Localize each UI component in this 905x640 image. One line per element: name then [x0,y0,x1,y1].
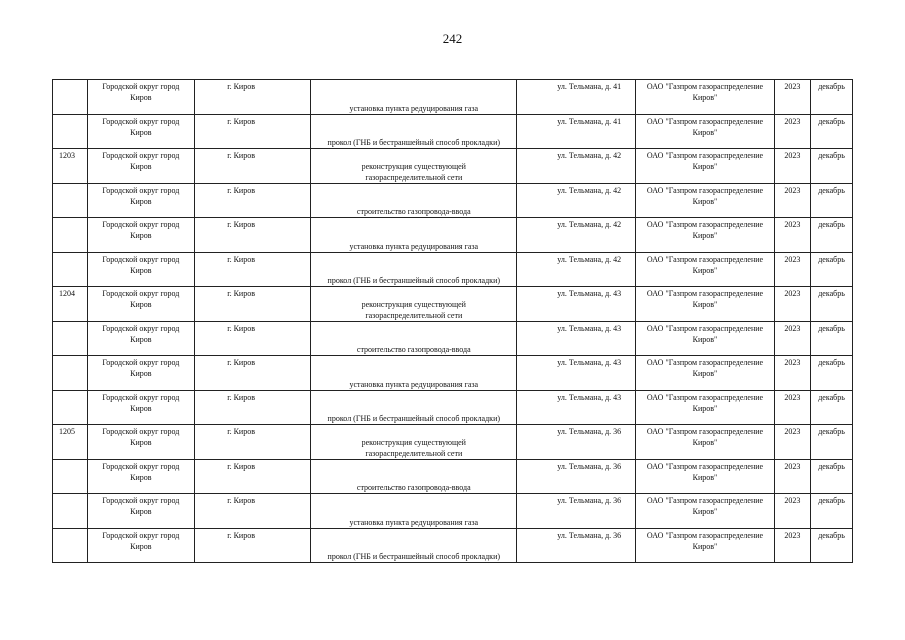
municipality-line-1: Городской округ город [102,427,180,436]
page-number: 242 [442,31,463,46]
table-row [53,528,853,563]
municipality-line-2: Киров [130,334,152,344]
organization-line-1: ОАО "Газпром газораспределение [646,392,764,402]
address-cell: ул. Тельмана, д. 36 [517,425,636,460]
row-number-cell: 1205 [53,425,88,460]
organization-cell [636,494,774,529]
organization-line-1: ОАО "Газпром газораспределение [646,530,764,540]
row-number-cell: 1204 [53,287,88,322]
work-type-cell [311,528,517,563]
work-type-line-1: реконструкция существующей [361,299,466,309]
municipality-cell [87,390,195,425]
row-number-cell: 1203 [53,149,88,184]
organization-line-2: Киров" [692,472,718,482]
municipality-line-1: Городской округ город [102,496,180,505]
month-cell: декабрь [811,321,853,356]
address-cell: ул. Тельмана, д. 42 [517,252,636,287]
settlement-cell: г. Киров [195,80,311,115]
organization-line-2: Киров" [692,507,718,516]
municipality-line-1: Городской округ город [102,461,180,471]
municipality-line-2: Киров [130,507,152,516]
work-type-line-2: газораспределительной сети [365,448,463,458]
organization-cell [636,356,774,391]
municipality-cell [87,528,195,563]
settlement-cell: г. Киров [195,459,311,494]
table-row [53,459,853,494]
organization-line-1: ОАО "Газпром газораспределение [646,151,764,160]
work-type-cell [311,390,517,425]
municipality-line-2: Киров [130,438,152,447]
table-row [53,149,853,184]
table-row [53,80,853,115]
organization-line-2: Киров" [692,541,718,551]
organization-line-2: Киров" [692,93,718,102]
municipality-line-1: Городской округ город [102,392,180,402]
row-number-cell [53,356,88,391]
work-type-line-1: строительство газопровода-ввода [356,345,471,354]
settlement-cell: г. Киров [195,425,311,460]
organization-cell [636,287,774,322]
settlement-cell: г. Киров [195,528,311,563]
year-cell: 2023 [774,183,811,218]
work-type-line-1: установка пункта редуцирования газа [349,241,479,251]
settlement-cell: г. Киров [195,149,311,184]
municipality-line-2: Киров [130,472,152,482]
municipality-cell [87,252,195,287]
work-type-cell [311,321,517,356]
table-row [53,356,853,391]
municipality-line-2: Киров [130,162,152,171]
municipality-line-1: Городской округ город [102,151,180,160]
settlement-cell: г. Киров [195,287,311,322]
organization-line-1: ОАО "Газпром газораспределение [646,254,764,264]
month-cell: декабрь [811,252,853,287]
organization-line-1: ОАО "Газпром газораспределение [646,116,764,126]
address-cell: ул. Тельмана, д. 43 [517,287,636,322]
address-cell: ул. Тельмана, д. 41 [517,114,636,149]
municipality-line-2: Киров [130,403,152,413]
year-cell: 2023 [774,218,811,253]
row-number-cell [53,494,88,529]
row-number-cell [53,252,88,287]
address-cell: ул. Тельмана, д. 41 [517,80,636,115]
municipality-line-2: Киров [130,265,152,275]
organization-line-2: Киров" [692,300,718,309]
work-type-line-1: установка пункта редуцирования газа [349,379,479,389]
row-number-cell [53,183,88,218]
work-type-line-1: прокол (ГНБ и бестраншейный способ прокладки) [327,276,501,285]
month-cell: декабрь [811,459,853,494]
organization-line-1: ОАО "Газпром газораспределение [646,220,764,229]
municipality-line-1: Городской округ город [102,530,180,540]
organization-line-1: ОАО "Газпром газораспределение [646,185,764,195]
work-type-cell [311,494,517,529]
municipality-line-2: Киров [130,541,152,551]
organization-line-1: ОАО "Газпром газораспределение [646,427,764,436]
row-number-cell [53,114,88,149]
month-cell: декабрь [811,80,853,115]
year-cell: 2023 [774,459,811,494]
settlement-cell: г. Киров [195,390,311,425]
organization-cell [636,252,774,287]
year-cell: 2023 [774,425,811,460]
organization-cell [636,218,774,253]
settlement-cell: г. Киров [195,321,311,356]
settlement-cell: г. Киров [195,356,311,391]
row-number-cell [53,218,88,253]
municipality-cell [87,114,195,149]
organization-line-1: ОАО "Газпром газораспределение [646,289,764,298]
work-type-line-1: реконструкция существующей [361,437,466,447]
work-type-line-1: прокол (ГНБ и бестраншейный способ прокладки) [327,414,501,423]
work-type-cell [311,183,517,218]
work-type-line-1: прокол (ГНБ и бестраншейный способ прокладки) [327,138,501,147]
work-type-line-1: реконструкция существующей [361,161,466,171]
work-type-cell [311,149,517,184]
municipality-cell [87,218,195,253]
work-type-line-1: строительство газопровода-ввода [356,207,471,216]
work-type-cell [311,218,517,253]
row-number-cell [53,459,88,494]
year-cell: 2023 [774,321,811,356]
year-cell: 2023 [774,528,811,563]
table-row [53,218,853,253]
organization-line-2: Киров" [692,438,718,447]
table-row [53,114,853,149]
organization-line-1: ОАО "Газпром газораспределение [646,496,764,505]
row-number-cell [53,390,88,425]
municipality-line-1: Городской округ город [102,289,180,298]
municipality-line-2: Киров [130,369,152,378]
row-number-cell [53,528,88,563]
settlement-cell: г. Киров [195,252,311,287]
settlement-cell: г. Киров [195,218,311,253]
year-cell: 2023 [774,252,811,287]
address-cell: ул. Тельмана, д. 43 [517,390,636,425]
address-cell: ул. Тельмана, д. 42 [517,183,636,218]
municipality-line-2: Киров [130,93,152,102]
organization-line-2: Киров" [692,231,718,240]
table-row [53,287,853,322]
table-row [53,390,853,425]
municipality-line-1: Городской округ город [102,358,180,367]
organization-line-2: Киров" [692,334,718,344]
organization-line-1: ОАО "Газпром газораспределение [646,358,764,367]
organization-line-2: Киров" [692,403,718,413]
address-cell: ул. Тельмана, д. 42 [517,218,636,253]
settlement-cell: г. Киров [195,114,311,149]
municipality-line-2: Киров [130,127,152,137]
work-type-cell [311,425,517,460]
municipality-line-1: Городской округ город [102,185,180,195]
municipality-cell [87,494,195,529]
municipality-line-1: Городской округ город [102,82,180,91]
address-cell: ул. Тельмана, д. 42 [517,149,636,184]
organization-cell [636,80,774,115]
organization-line-2: Киров" [692,162,718,171]
work-type-cell [311,252,517,287]
municipality-cell [87,149,195,184]
work-type-line-2: газораспределительной сети [365,172,463,182]
municipality-line-2: Киров [130,300,152,309]
month-cell: декабрь [811,356,853,391]
work-type-line-1: установка пункта редуцирования газа [349,103,479,113]
table-row [53,183,853,218]
municipality-line-1: Городской округ город [102,323,180,333]
organization-line-1: ОАО "Газпром газораспределение [646,461,764,471]
work-type-line-1: строительство газопровода-ввода [356,483,471,492]
month-cell: декабрь [811,218,853,253]
month-cell: декабрь [811,425,853,460]
organization-line-2: Киров" [692,369,718,378]
municipality-line-1: Городской округ город [102,254,180,264]
organization-line-1: ОАО "Газпром газораспределение [646,82,764,91]
municipality-cell [87,183,195,218]
address-cell: ул. Тельмана, д. 36 [517,459,636,494]
organization-cell [636,528,774,563]
organization-cell [636,321,774,356]
organization-cell [636,390,774,425]
work-type-cell [311,356,517,391]
municipality-line-1: Городской округ город [102,116,180,126]
month-cell: декабрь [811,494,853,529]
municipality-cell [87,459,195,494]
organization-line-2: Киров" [692,265,718,275]
work-type-cell [311,114,517,149]
organization-line-2: Киров" [692,196,718,206]
organization-cell [636,459,774,494]
organization-cell [636,425,774,460]
organization-line-2: Киров" [692,127,718,137]
organization-cell [636,183,774,218]
address-cell: ул. Тельмана, д. 36 [517,528,636,563]
work-type-line-1: установка пункта редуцирования газа [349,517,479,527]
year-cell: 2023 [774,494,811,529]
row-number-cell [53,321,88,356]
address-cell: ул. Тельмана, д. 43 [517,321,636,356]
settlement-cell: г. Киров [195,494,311,529]
municipality-cell [87,287,195,322]
month-cell: декабрь [811,528,853,563]
work-type-cell [311,80,517,115]
municipality-cell [87,356,195,391]
gas-works-table [52,79,853,563]
work-type-line-1: прокол (ГНБ и бестраншейный способ прокладки) [327,552,501,561]
organization-cell [636,114,774,149]
table-row [53,252,853,287]
municipality-line-1: Городской округ город [102,220,180,229]
address-cell: ул. Тельмана, д. 36 [517,494,636,529]
month-cell: декабрь [811,287,853,322]
table-row [53,494,853,529]
municipality-cell [87,80,195,115]
row-number-cell [53,80,88,115]
month-cell: декабрь [811,149,853,184]
municipality-cell [87,321,195,356]
work-type-cell [311,287,517,322]
settlement-cell: г. Киров [195,183,311,218]
year-cell: 2023 [774,114,811,149]
work-type-cell [311,459,517,494]
organization-cell [636,149,774,184]
year-cell: 2023 [774,390,811,425]
municipality-line-2: Киров [130,231,152,240]
organization-line-1: ОАО "Газпром газораспределение [646,323,764,333]
year-cell: 2023 [774,149,811,184]
year-cell: 2023 [774,287,811,322]
municipality-line-2: Киров [130,196,152,206]
month-cell: декабрь [811,390,853,425]
year-cell: 2023 [774,80,811,115]
year-cell: 2023 [774,356,811,391]
month-cell: декабрь [811,114,853,149]
address-cell: ул. Тельмана, д. 43 [517,356,636,391]
municipality-cell [87,425,195,460]
table-row [53,425,853,460]
table-row [53,321,853,356]
month-cell: декабрь [811,183,853,218]
work-type-line-2: газораспределительной сети [365,310,463,320]
